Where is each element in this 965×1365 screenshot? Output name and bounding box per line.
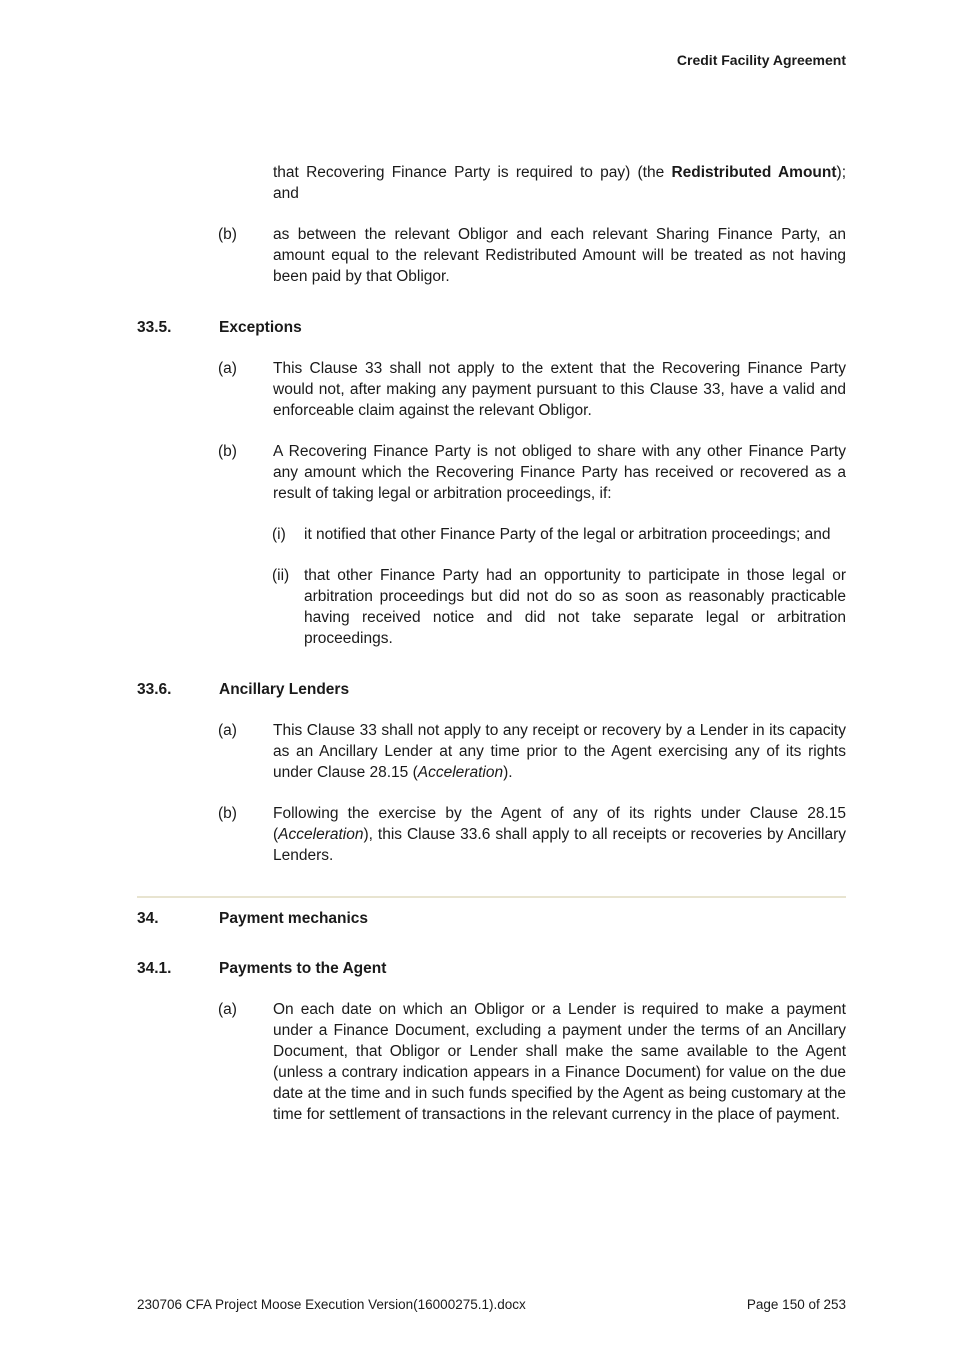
section-number: 33.6. <box>137 681 172 698</box>
list-item-33-6-a <box>137 720 846 783</box>
page-header-title: Credit Facility Agreement <box>676 52 846 68</box>
list-marker: (b) <box>218 443 237 460</box>
list-marker: (a) <box>218 722 237 739</box>
list-item-text: that other Finance Party had an opportunity to participate in those legal or arbitration proceedings but did not do so as soon as reasonably practicable having received notice and did not take separate legal or arbitration proceedings. <box>304 567 846 647</box>
list-item-33-5-a <box>137 358 846 421</box>
clause-continuation-paragraph: that Recovering Finance Party is required to pay) (the Redistributed Amount); and <box>273 164 846 202</box>
list-item-33-5-b <box>137 441 846 504</box>
list-item-33-6-b <box>137 803 846 866</box>
section-title: Exceptions <box>219 319 302 336</box>
list-marker: (b) <box>218 805 237 822</box>
page-footer <box>137 1296 846 1314</box>
list-marker: (ii) <box>272 567 290 584</box>
section-title: Payments to the Agent <box>219 960 387 977</box>
section-heading-34 <box>137 908 846 929</box>
list-item-33-5-b-ii <box>137 565 846 649</box>
list-item-text: On each date on which an Obligor or a Lender is required to make a payment under a Finance Document, excluding a payment under the terms of an Ancillary Document, that Obligor or Lender shall make the same available to the Agent (unless a contrary indication appears in a Finance Document) for value on the due date at the time and in such funds specified by the Agent as being customary at the time for settlement of transactions in the relevant currency in the place of payment. <box>273 1001 846 1123</box>
list-item-33-5-b-i <box>137 524 846 545</box>
section-number: 34.1. <box>137 960 172 977</box>
section-divider-line <box>137 896 846 898</box>
section-heading-33-6 <box>137 679 846 700</box>
list-item-text: it notified that other Finance Party of the legal or arbitration proceedings; and <box>304 526 831 543</box>
list-item-text: A Recovering Finance Party is not obliged to share with any other Finance Party any amount which the Recovering Finance Party has received or recovered as a result of taking legal or arbitration proceedings, if: <box>273 443 846 502</box>
section-number: 33.5. <box>137 319 172 336</box>
footer-filename: 230706 CFA Project Moose Execution Version(16000275.1).docx <box>137 1297 526 1312</box>
list-marker: (b) <box>218 226 237 243</box>
list-item-text: as between the relevant Obligor and each relevant Sharing Finance Party, an amount equal to the relevant Redistributed Amount will be treated as not having been paid by that Obligor. <box>273 226 846 285</box>
list-item-text: Following the exercise by the Agent of any of its rights under Clause 28.15 (Acceleration), this Clause 33.6 shall apply to all receipts or recoveries by Ancillary Lenders. <box>273 805 846 864</box>
list-marker: (a) <box>218 360 237 377</box>
list-item-text: This Clause 33 shall not apply to any receipt or recovery by a Lender in its capacity as an Ancillary Lender at any time prior to the Agent exercising any of its rights under Clause 28.15 (Acceleration). <box>273 722 846 781</box>
section-number: 34. <box>137 910 159 927</box>
section-heading-34-1 <box>137 958 846 979</box>
section-heading-33-5 <box>137 317 846 338</box>
list-item-34-1-a <box>137 999 846 1125</box>
list-item-text: This Clause 33 shall not apply to the extent that the Recovering Finance Party would not, after making any payment pursuant to this Clause 33, have a valid and enforceable claim against the relevant Obligor. <box>273 360 846 419</box>
section-title: Payment mechanics <box>219 910 369 927</box>
footer-page-number: Page 150 of 253 <box>746 1297 846 1312</box>
list-item-redistribution-b <box>137 224 846 287</box>
list-marker: (i) <box>272 526 286 543</box>
list-marker: (a) <box>218 1001 237 1018</box>
section-title: Ancillary Lenders <box>219 681 350 698</box>
